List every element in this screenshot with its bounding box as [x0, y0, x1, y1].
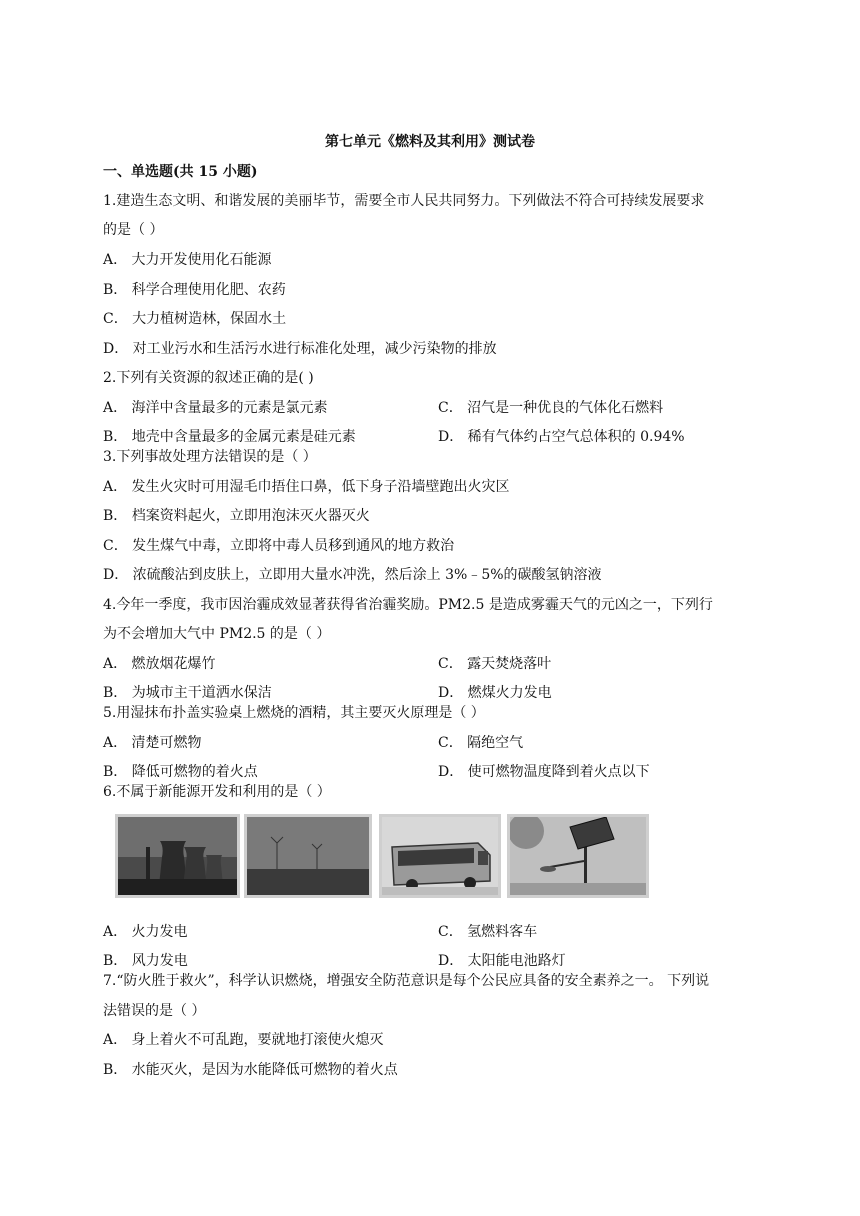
q1-option-a: A． 大力开发使用化石能源 [103, 252, 272, 268]
page-title: 第七单元《燃料及其利用》测试卷 [325, 134, 535, 150]
q5-option-c: C． 隔绝空气 [438, 735, 524, 751]
q5-option-b: B． 降低可燃物的着火点 [103, 764, 258, 780]
q3-option-b: B． 档案资料起火，立即用泡沫灭火器灭火 [103, 508, 370, 524]
q1-option-c: C． 大力植树造林，保固水土 [103, 311, 287, 327]
q3-option-a: A． 发生火灾时可用湿毛巾捂住口鼻，低下身子沿墙壁跑出火灾区 [103, 479, 510, 495]
q3-option-d: D． 浓硫酸沾到皮肤上，立即用大量水冲洗，然后涂上 3%﹣5%的碳酸氢钠溶液 [103, 567, 602, 583]
q2-option-b: B． 地壳中含量最多的金属元素是硅元素 [103, 429, 356, 445]
q6-option-a: A． 火力发电 [103, 924, 188, 940]
q5-stem: 5.用湿抹布扑盖实验桌上燃烧的酒精，其主要灭火原理是（ ） [103, 705, 485, 721]
q5-option-a: A． 清楚可燃物 [103, 735, 202, 751]
q2-stem: 2.下列有关资源的叙述正确的是( ) [103, 370, 314, 386]
q6-stem: 6.不属于新能源开发和利用的是（ ） [103, 784, 331, 800]
q2-option-c: C． 沼气是一种优良的气体化石燃料 [438, 400, 664, 416]
cooling-towers-photo [115, 814, 240, 898]
q4-stem-line2: 为不会增加大气中 PM2.5 的是（ ） [103, 626, 331, 642]
q1-option-b: B． 科学合理使用化肥、农药 [103, 282, 286, 298]
q6-image-row [103, 808, 663, 906]
q7-option-a: A． 身上着火不可乱跑，要就地打滚使火熄灭 [103, 1032, 384, 1048]
q6-option-c: C． 氢燃料客车 [438, 924, 538, 940]
hydrogen-bus-photo [379, 814, 501, 898]
q5-option-d: D． 使可燃物温度降到着火点以下 [438, 764, 650, 780]
q4-option-a: A． 燃放烟花爆竹 [103, 656, 216, 672]
q7-stem-line1: 7.“防火胜于救火”，科学认识燃烧，增强安全防范意识是每个公民应具备的安全素养之一。 下列说 [103, 973, 710, 989]
section-heading: 一、单选题(共 15 小题) [103, 164, 258, 180]
wind-farm-photo [244, 814, 372, 898]
q7-stem-line2: 法错误的是（ ） [103, 1003, 206, 1019]
q4-option-c: C． 露天焚烧落叶 [438, 656, 552, 672]
q1-stem-line2: 的是（ ） [103, 222, 164, 238]
q2-option-d: D． 稀有气体约占空气总体积的 0.94% [438, 429, 685, 445]
q3-option-c: C． 发生煤气中毒，立即将中毒人员移到通风的地方救治 [103, 538, 455, 554]
q3-stem: 3.下列事故处理方法错误的是（ ） [103, 449, 317, 465]
q2-option-a: A． 海洋中含量最多的元素是氯元素 [103, 400, 328, 416]
q1-option-d: D． 对工业污水和生活污水进行标准化处理，减少污染物的排放 [103, 341, 497, 357]
q4-option-d: D． 燃煤火力发电 [438, 685, 552, 701]
q7-option-b: B． 水能灭火，是因为水能降低可燃物的着火点 [103, 1062, 398, 1078]
q6-option-b: B． 风力发电 [103, 953, 188, 969]
q1-stem-line1: 1.建造生态文明、和谐发展的美丽毕节，需要全市人民共同努力。下列做法不符合可持续发展要求 [103, 193, 705, 209]
q4-option-b: B． 为城市主干道洒水保洁 [103, 685, 272, 701]
q4-stem-line1: 4.今年一季度，我市因治霾成效显著获得省治霾奖励。PM2.5 是造成雾霾天气的元凶之一，下列行 [103, 597, 713, 613]
solar-streetlight-photo [507, 814, 649, 898]
q6-option-d: D． 太阳能电池路灯 [438, 953, 566, 969]
